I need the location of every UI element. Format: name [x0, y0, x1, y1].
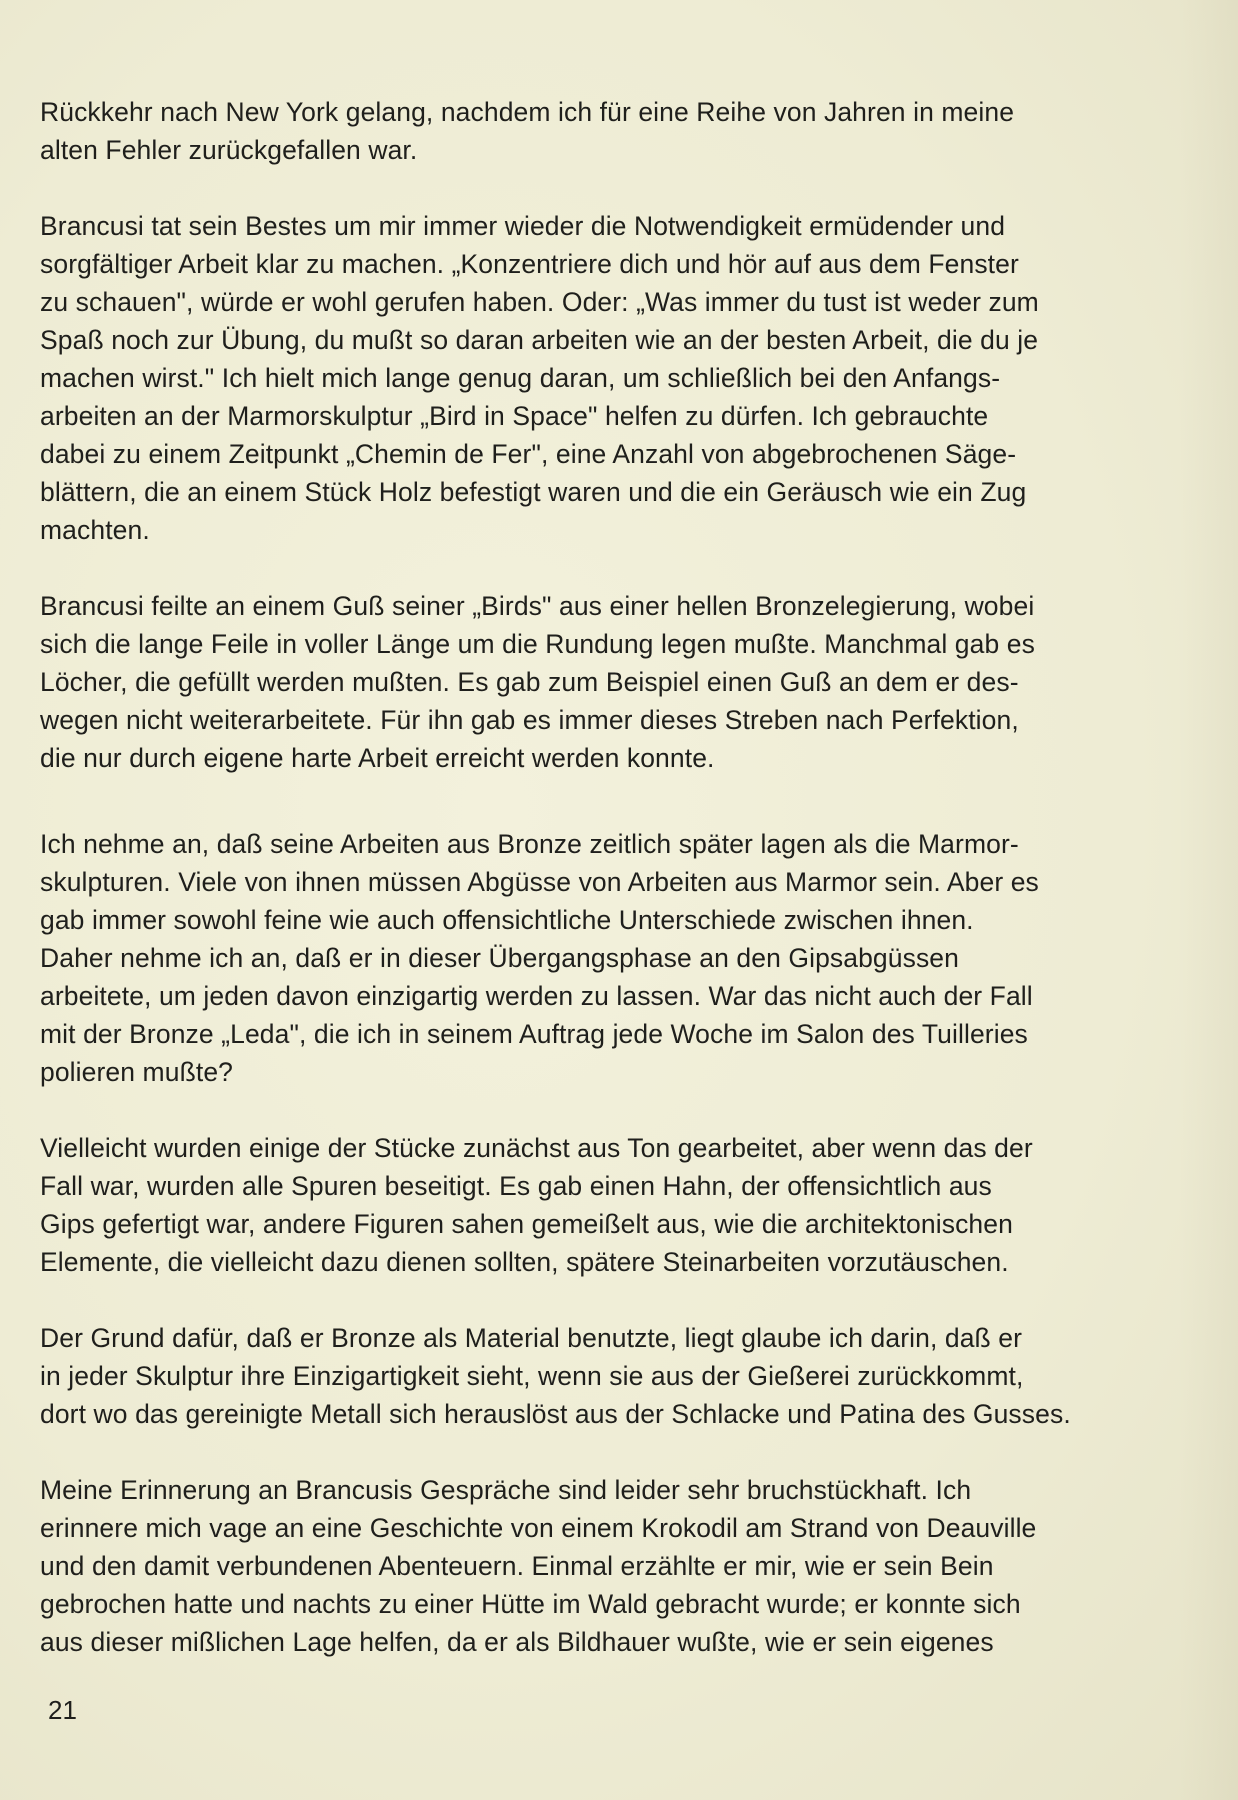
text-line: Vielleicht wurden einige der Stücke zunächst aus Ton gearbeitet, aber wenn das der: [40, 1133, 1033, 1163]
text-line: Der Grund dafür, daß er Bronze als Material benutzte, liegt glaube ich darin, daß er: [40, 1323, 1023, 1353]
paragraph-2: [40, 207, 1190, 549]
text-line: alten Fehler zurückgefallen war.: [40, 135, 418, 165]
text-line: wegen nicht weiterarbeitete. Für ihn gab es immer dieses Streben nach Perfektion,: [40, 705, 1019, 735]
text-line: dort wo das gereinigte Metall sich herauslöst aus der Schlacke und Patina des Gusses.: [40, 1399, 1071, 1429]
text-line: Ich nehme an, daß seine Arbeiten aus Bronze zeitlich später lagen als die Marmor-: [40, 829, 1019, 859]
text-line: blättern, die an einem Stück Holz befestigt waren und die ein Geräusch wie ein Zug: [40, 477, 1027, 507]
paragraph-5: [40, 1129, 1190, 1281]
page-number: 21: [48, 1695, 77, 1725]
paragraph-6: [40, 1319, 1190, 1433]
text-line: sorgfältiger Arbeit klar zu machen. „Konzentriere dich und hör auf aus dem Fenster: [40, 249, 1019, 279]
text-line: in jeder Skulptur ihre Einzigartigkeit sieht, wenn sie aus der Gießerei zurückkommt,: [40, 1361, 1024, 1391]
text-line: arbeitete, um jeden davon einzigartig werden zu lassen. War das nicht auch der Fall: [40, 981, 1033, 1011]
text-line: gab immer sowohl feine wie auch offensichtliche Unterschiede zwischen ihnen.: [40, 905, 974, 935]
paragraph-3: [40, 587, 1190, 777]
paragraph-1: [40, 93, 1190, 169]
text-line: Elemente, die vielleicht dazu dienen sollten, spätere Steinarbeiten vorzutäuschen.: [40, 1247, 1009, 1277]
text-line: und den damit verbundenen Abenteuern. Einmal erzählte er mir, wie er sein Bein: [40, 1551, 994, 1581]
text-line: Brancusi tat sein Bestes um mir immer wieder die Notwendigkeit ermüdender und: [40, 211, 1006, 241]
text-line: aus dieser mißlichen Lage helfen, da er als Bildhauer wußte, wie er sein eigenes: [40, 1627, 994, 1657]
text-line: arbeiten an der Marmorskulptur „Bird in Space" helfen zu dürfen. Ich gebrauchte: [40, 401, 989, 431]
paragraph-7: [40, 1471, 1190, 1661]
body-text: [40, 93, 1190, 1699]
text-line: dabei zu einem Zeitpunkt „Chemin de Fer", eine Anzahl von abgebrochenen Säge-: [40, 439, 1017, 469]
text-line: sich die lange Feile in voller Länge um die Rundung legen mußte. Manchmal gab es: [40, 629, 1035, 659]
text-line: die nur durch eigene harte Arbeit erreicht werden konnte.: [40, 743, 715, 773]
text-line: Brancusi feilte an einem Guß seiner „Birds" aus einer hellen Bronzelegierung, wobei: [40, 591, 1035, 621]
text-line: skulpturen. Viele von ihnen müssen Abgüsse von Arbeiten aus Marmor sein. Aber es: [40, 867, 1039, 897]
text-line: Spaß noch zur Übung, du mußt so daran arbeiten wie an der besten Arbeit, die du je: [40, 325, 1039, 355]
text-line: erinnere mich vage an eine Geschichte von einem Krokodil am Strand von Deauville: [40, 1513, 1037, 1543]
text-line: machen wirst." Ich hielt mich lange genug daran, um schließlich bei den Anfangs-: [40, 363, 1001, 393]
text-line: Daher nehme ich an, daß er in dieser Übergangsphase an den Gipsabgüssen: [40, 943, 959, 973]
text-line: Meine Erinnerung an Brancusis Gespräche sind leider sehr bruchstückhaft. Ich: [40, 1475, 972, 1505]
text-line: mit der Bronze „Leda", die ich in seinem Auftrag jede Woche im Salon des Tuilleries: [40, 1019, 1028, 1049]
text-line: zu schauen", würde er wohl gerufen haben. Oder: „Was immer du tust ist weder zum: [40, 287, 1039, 317]
text-line: Löcher, die gefüllt werden mußten. Es gab zum Beispiel einen Guß an dem er des-: [40, 667, 1019, 697]
text-line: polieren mußte?: [40, 1057, 233, 1087]
text-line: Gips gefertigt war, andere Figuren sahen gemeißelt aus, wie die architektonischen: [40, 1209, 1013, 1239]
text-line: machten.: [40, 515, 150, 545]
paragraph-4: [40, 825, 1190, 1091]
text-line: gebrochen hatte und nachts zu einer Hütte im Wald gebracht wurde; er konnte sich: [40, 1589, 1021, 1619]
text-line: Rückkehr nach New York gelang, nachdem ich für eine Reihe von Jahren in meine: [40, 97, 1015, 127]
text-line: Fall war, wurden alle Spuren beseitigt. Es gab einen Hahn, der offensichtlich aus: [40, 1171, 992, 1201]
